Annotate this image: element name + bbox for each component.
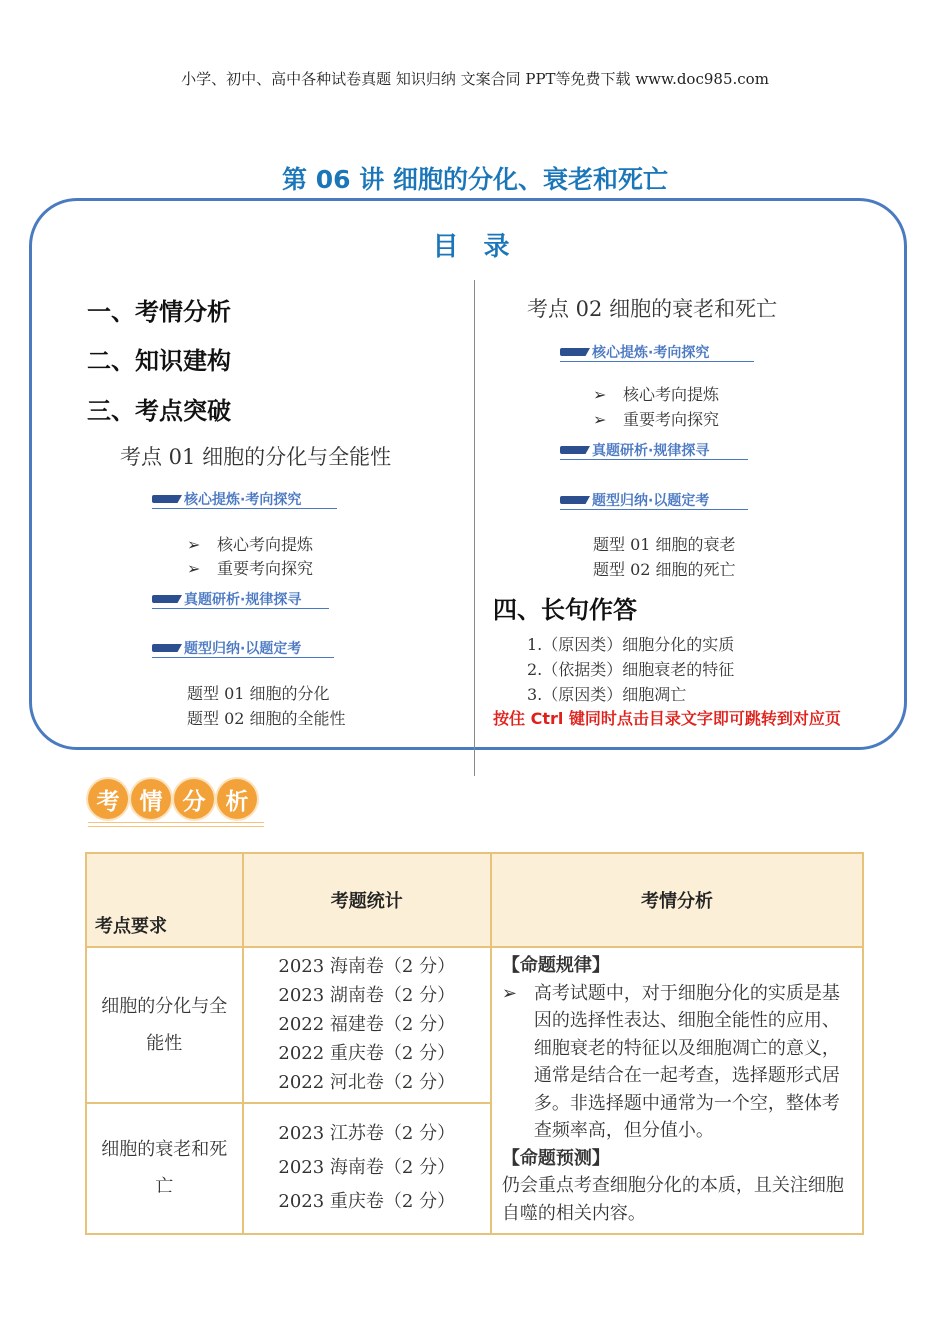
toc-heading: 目 录	[432, 232, 518, 262]
stat-item: 2022 河北卷（2 分）	[278, 1072, 456, 1094]
arrow-bullet-icon: ➢	[593, 385, 607, 404]
stat-item: 2022 重庆卷（2 分）	[278, 1043, 456, 1065]
bar-block-icon	[560, 496, 590, 504]
toc-item[interactable]: ➢ 重要考向探究	[187, 559, 314, 578]
rule-title: 【命题规律】	[501, 955, 610, 976]
toc-bar-exam-2[interactable]: 真题研析·规律探寻	[560, 441, 748, 460]
toc-kaodian-1[interactable]: 考点 01 细胞的分化与全能性	[120, 445, 392, 469]
forecast-text: 仍会重点考查细胞分化的本质，且关注细胞自噬的相关内容。	[501, 1175, 844, 1224]
toc-divider	[474, 280, 475, 776]
toc-type-item[interactable]: 题型 02 细胞的全能性	[187, 709, 346, 728]
stats-cell	[243, 947, 491, 1103]
header-analysis: 考情分析	[491, 853, 863, 947]
bar-block-icon	[152, 644, 182, 652]
toc-section-2[interactable]: 二、知识建构	[87, 347, 231, 375]
bar-block-icon	[152, 595, 182, 603]
bar-block-icon	[152, 495, 182, 503]
toc-type-item[interactable]: 题型 01 细胞的衰老	[593, 535, 736, 554]
toc-box	[29, 198, 907, 750]
toc-long-answer[interactable]: 3.（原因类）细胞凋亡	[527, 685, 687, 704]
toc-bar-type-1[interactable]: 题型归纳·以题定考	[152, 639, 334, 658]
bar-block-icon	[560, 446, 590, 454]
toc-long-answer[interactable]: 2.（依据类）细胞衰老的特征	[527, 660, 735, 679]
toc-long-answer[interactable]: 1.（原因类）细胞分化的实质	[527, 635, 735, 654]
bar-block-icon	[560, 348, 590, 356]
toc-item[interactable]: ➢ 核心考向提炼	[593, 385, 720, 404]
stat-item: 2023 重庆卷（2 分）	[278, 1191, 456, 1213]
point-cell: 细胞的衰老和死亡	[86, 1103, 243, 1235]
lecture-title: 第 06 讲 细胞的分化、衰老和死亡	[282, 165, 668, 194]
arrow-bullet-icon: ➢	[187, 559, 201, 578]
analysis-table	[85, 852, 864, 1235]
toc-bar-core-1[interactable]: 核心提炼·考向探究	[152, 490, 337, 509]
stat-item: 2023 江苏卷（2 分）	[278, 1123, 456, 1145]
header-stats: 考题统计	[243, 853, 491, 947]
forecast-title: 【命题预测】	[501, 1147, 610, 1169]
toc-bar-type-2[interactable]: 题型归纳·以题定考	[560, 491, 748, 510]
stat-item: 2022 福建卷（2 分）	[278, 1014, 456, 1036]
rule-text: 高考试题中，对于细胞分化的实质是基因的选择性表达、细胞全能性的应用、细胞衰老的特征以及细胞凋亡的意义，通常是结合在一起考查，选择题形式居多。非选择题中通常为一个空，整体考查频率高，但分值小。	[533, 982, 840, 1141]
toc-bar-core-2[interactable]: 核心提炼·考向探究	[560, 343, 754, 362]
point-cell: 细胞的分化与全能性	[86, 947, 243, 1103]
toc-section-3[interactable]: 三、考点突破	[87, 397, 231, 425]
badge-char: 情	[131, 779, 171, 819]
analysis-cell	[491, 947, 863, 1234]
toc-kaodian-2[interactable]: 考点 02 细胞的衰老和死亡	[527, 297, 778, 321]
badge-underline	[88, 822, 264, 827]
toc-type-item[interactable]: 题型 01 细胞的分化	[187, 684, 330, 703]
toc-item[interactable]: ➢ 重要考向探究	[593, 410, 720, 429]
stats-cell	[243, 1103, 491, 1235]
toc-type-item[interactable]: 题型 02 细胞的死亡	[593, 560, 736, 579]
toc-ctrl-note: 按住 Ctrl 键同时点击目录文字即可跳转到对应页	[493, 709, 841, 728]
badge-char: 考	[88, 779, 128, 819]
toc-bar-exam-1[interactable]: 真题研析·规律探寻	[152, 590, 329, 609]
stat-item: 2023 湖南卷（2 分）	[278, 985, 456, 1007]
stat-item: 2023 海南卷（2 分）	[278, 1157, 456, 1179]
header-point: 考点要求	[86, 853, 243, 947]
arrow-bullet-icon: ➢	[187, 535, 201, 554]
badge-char: 分	[174, 779, 214, 819]
toc-item[interactable]: ➢ 核心考向提炼	[187, 535, 314, 554]
page-header: 小学、初中、高中各种试卷真题 知识归纳 文案合同 PPT等免费下载 www.doc985.com	[181, 70, 769, 88]
toc-section-4[interactable]: 四、长句作答	[493, 596, 637, 624]
toc-section-1[interactable]: 一、考情分析	[87, 298, 231, 326]
arrow-bullet-icon: ➢	[501, 982, 518, 1004]
badge-char: 析	[217, 779, 257, 819]
stat-item: 2023 海南卷（2 分）	[278, 956, 456, 978]
arrow-bullet-icon: ➢	[593, 410, 607, 429]
